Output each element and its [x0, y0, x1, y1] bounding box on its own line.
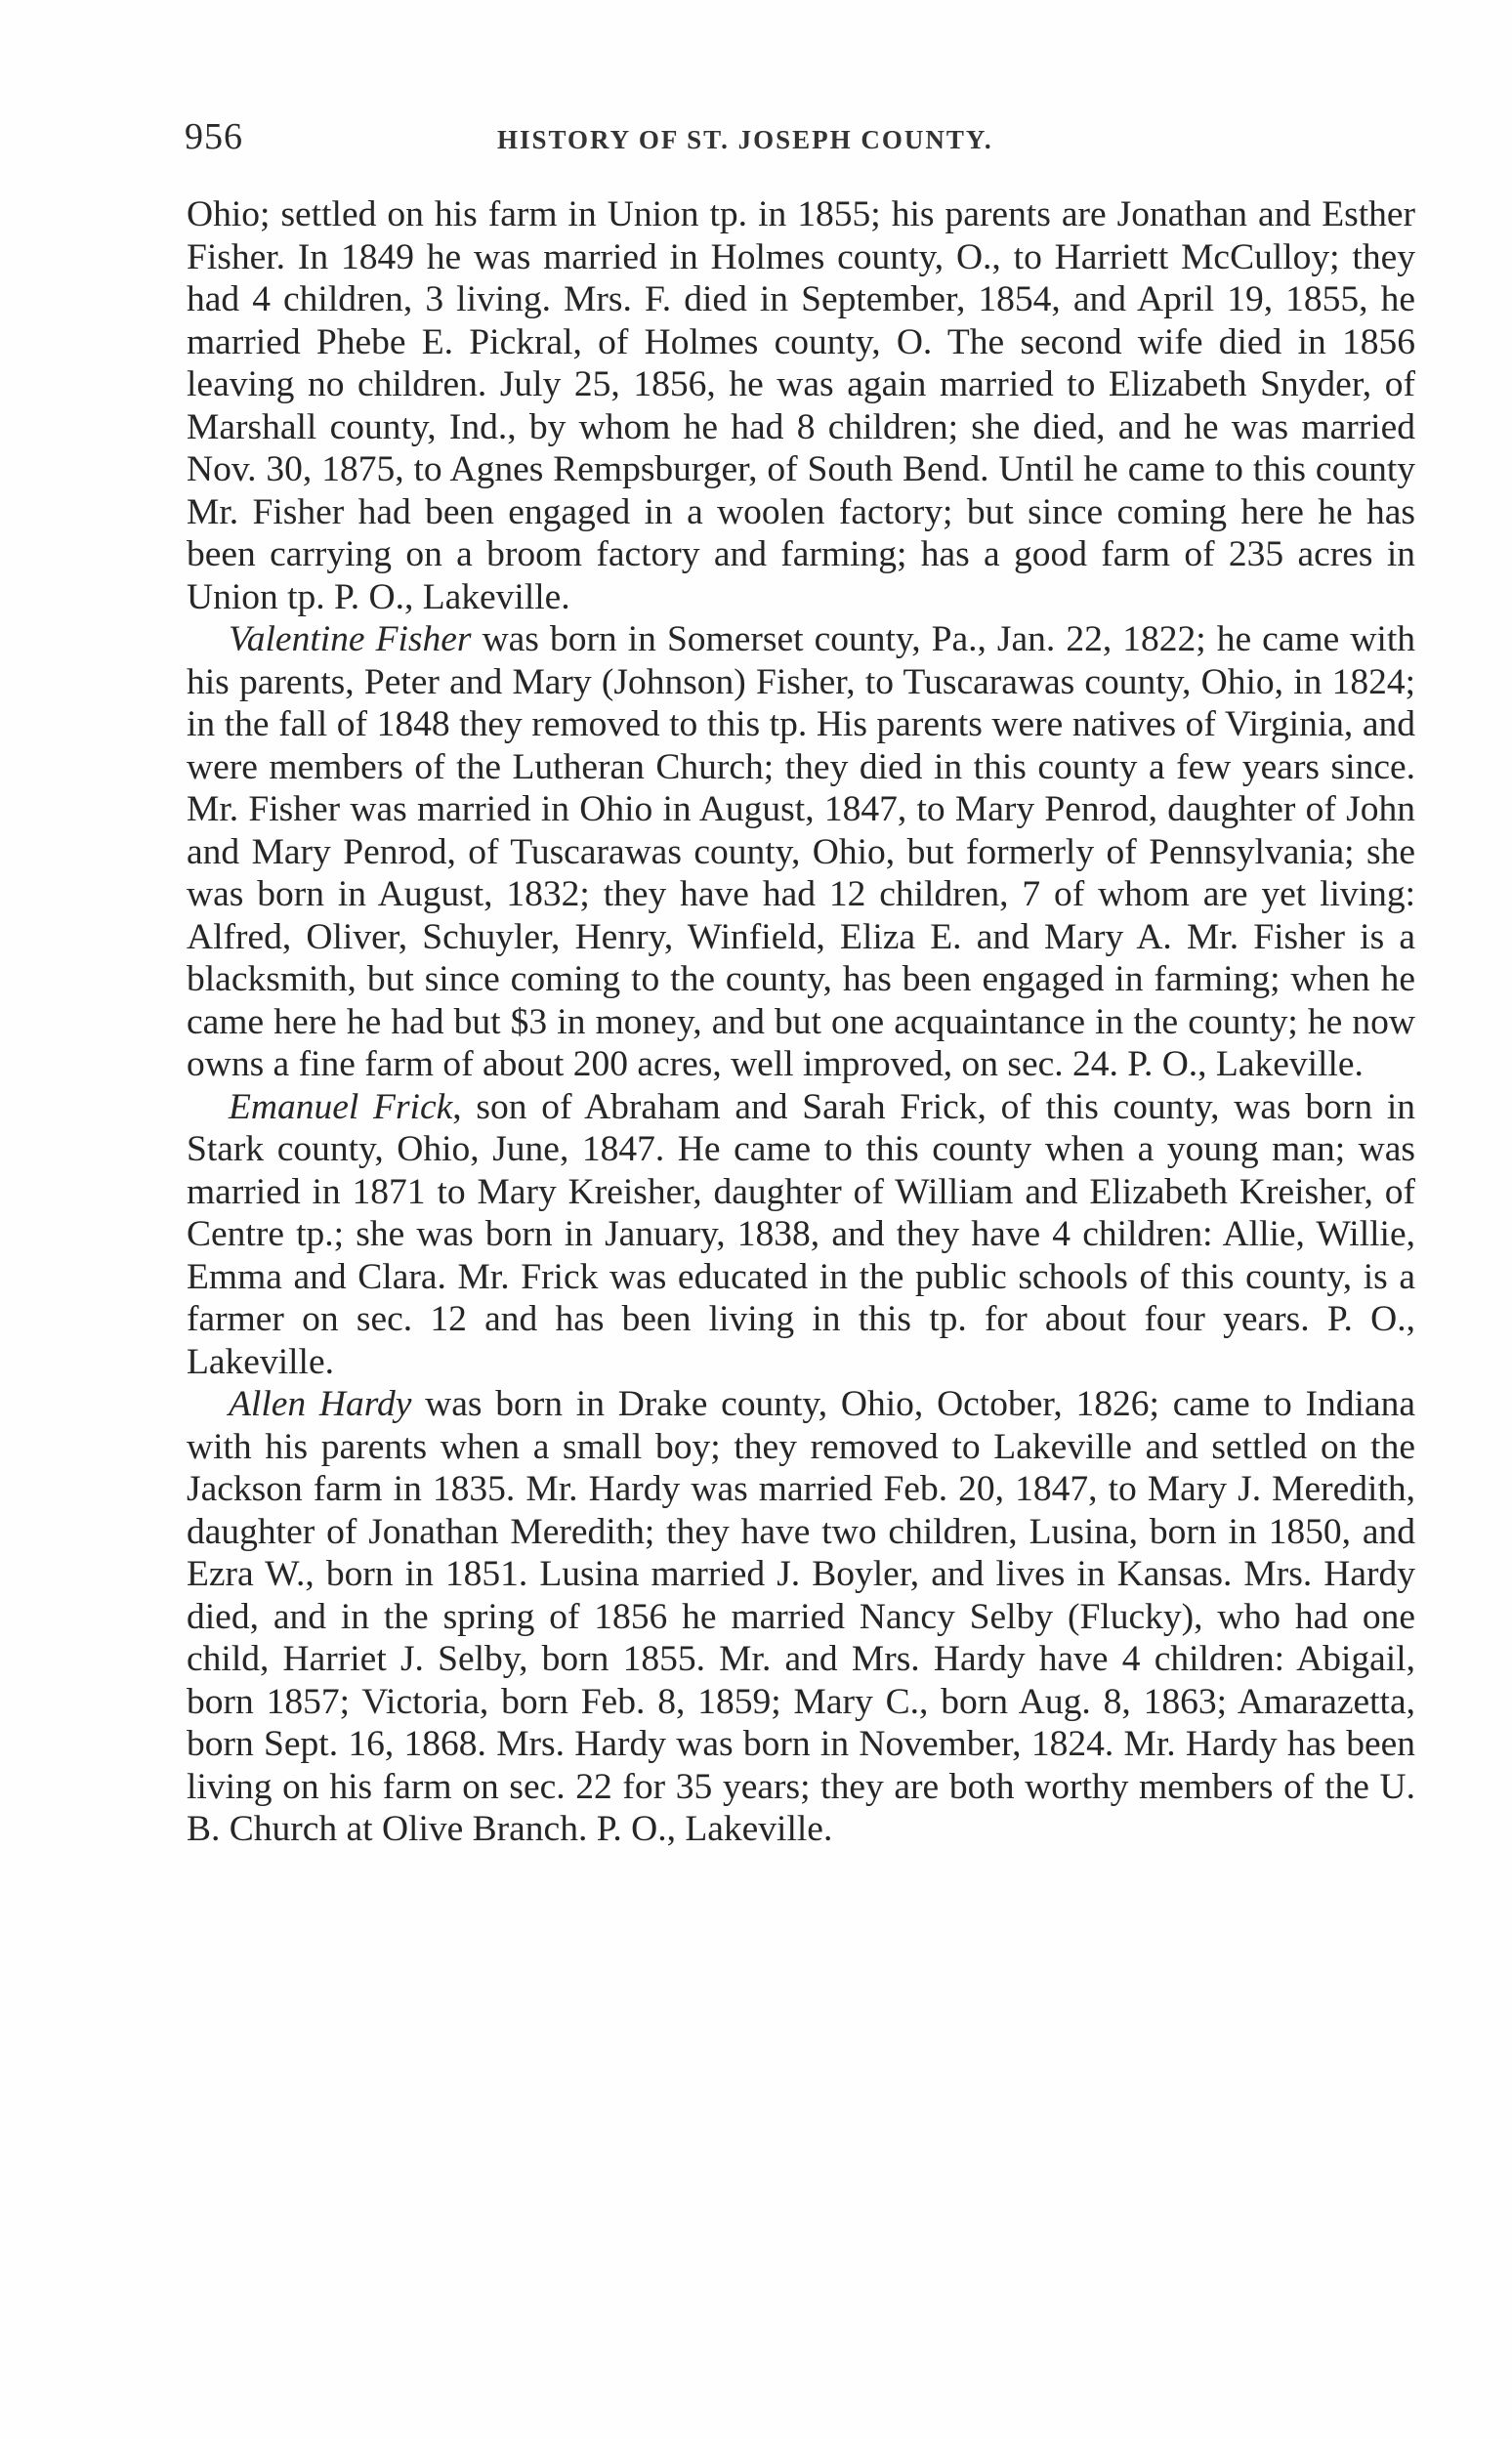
- paragraph-text: Ohio; settled on his farm in Union tp. in 1855; his parents are Jonathan and Esther Fisher. In 1849 he was married in Holmes county, O., to Harriett McCulloy; they had 4 children, 3 living. Mrs. F. died in September, 1854, and April 19, 1855, he married Phebe E. Pickral, of Holmes county, O. The second wife died in 1856 leaving no children. July 25, 1856, he was again married to Elizabeth Snyder, of Marshall county, Ind., by whom he had 8 children; she died, and he was married Nov. 30, 1875, to Agnes Rempsburger, of South Bend. Until he came to this county Mr. Fisher had been engaged in a woolen factory; but since coming here he has been carrying on a broom factory and farming; has a good farm of 235 acres in Union tp. P. O., Lakeville.: [187, 194, 1415, 617]
- paragraph-text: was born in Drake county, Ohio, October, 1826; came to Indiana with his parents when a small boy; they removed to Lakeville and settled on the Jackson farm in 1835. Mr. Hardy was married Feb. 20, 1847, to Mary J. Meredith, daughter of Jonathan Meredith; they have two children, Lusina, born in 1850, and Ezra W., born in 1851. Lusina married J. Boyler, and lives in Kansas. Mrs. Hardy died, and in the spring of 1856 he married Nancy Selby (Flucky), who had one child, Harriet J. Selby, born 1855. Mr. and Mrs. Hardy have 4 children: Abigail, born 1857; Victoria, born Feb. 8, 1859; Mary C., born Aug. 8, 1863; Amarazetta, born Sept. 16, 1868. Mrs. Hardy was born in November, 1824. Mr. Hardy has been living on his farm on sec. 22 for 35 years; they are both worthy members of the U. B. Church at Olive Branch. P. O., Lakeville.: [187, 1384, 1415, 1849]
- body-text: [187, 193, 1415, 1851]
- paragraph-allen-hardy: [187, 1383, 1415, 1851]
- running-head: HISTORY OF ST. JOSEPH COUNTY.: [497, 125, 993, 154]
- page-number: 956: [185, 116, 243, 157]
- paragraph-text: , son of Abraham and Sarah Frick, of this county, was born in Stark county, Ohio, June, 1847. He came to this county when a young man; was married in 1871 to Mary Kreisher, daughter of William and Elizabeth Kreisher, of Centre tp.; she was born in January, 1838, and they have 4 children: Allie, Willie, Emma and Clara. Mr. Frick was educated in the public schools of this county, is a farmer on sec. 12 and has been living in this tp. for about four years. P. O., Lakeville.: [187, 1086, 1415, 1382]
- page-header: [185, 115, 1415, 164]
- paragraph-valentine-fisher: [187, 618, 1415, 1086]
- paragraph-fisher-continued: [187, 193, 1415, 618]
- paragraph-text: was born in Somerset county, Pa., Jan. 22, 1822; he came with his parents, Peter and Mary (Johnson) Fisher, to Tuscarawas county, Ohio, in 1824; in the fall of 1848 they removed to this tp. His parents were natives of Virginia, and were members of the Lutheran Church; they died in this county a few years since. Mr. Fisher was married in Ohio in August, 1847, to Mary Penrod, daughter of John and Mary Penrod, of Tuscarawas county, Ohio, but formerly of Pennsylvania; she was born in August, 1832; they have had 12 children, 7 of whom are yet living: Alfred, Oliver, Schuyler, Henry, Winfield, Eliza E. and Mary A. Mr. Fisher is a blacksmith, but since coming to the county, has been engaged in farming; when he came here he had but $3 in money, and but one acquaintance in the county; he now owns a fine farm of about 200 acres, well improved, on sec. 24. P. O., Lakeville.: [187, 619, 1415, 1084]
- biography-name: Emanuel Frick: [229, 1086, 453, 1127]
- paragraph-emanuel-frick: [187, 1086, 1415, 1384]
- biography-name: Allen Hardy: [229, 1384, 412, 1424]
- biography-name: Valentine Fisher: [229, 619, 472, 659]
